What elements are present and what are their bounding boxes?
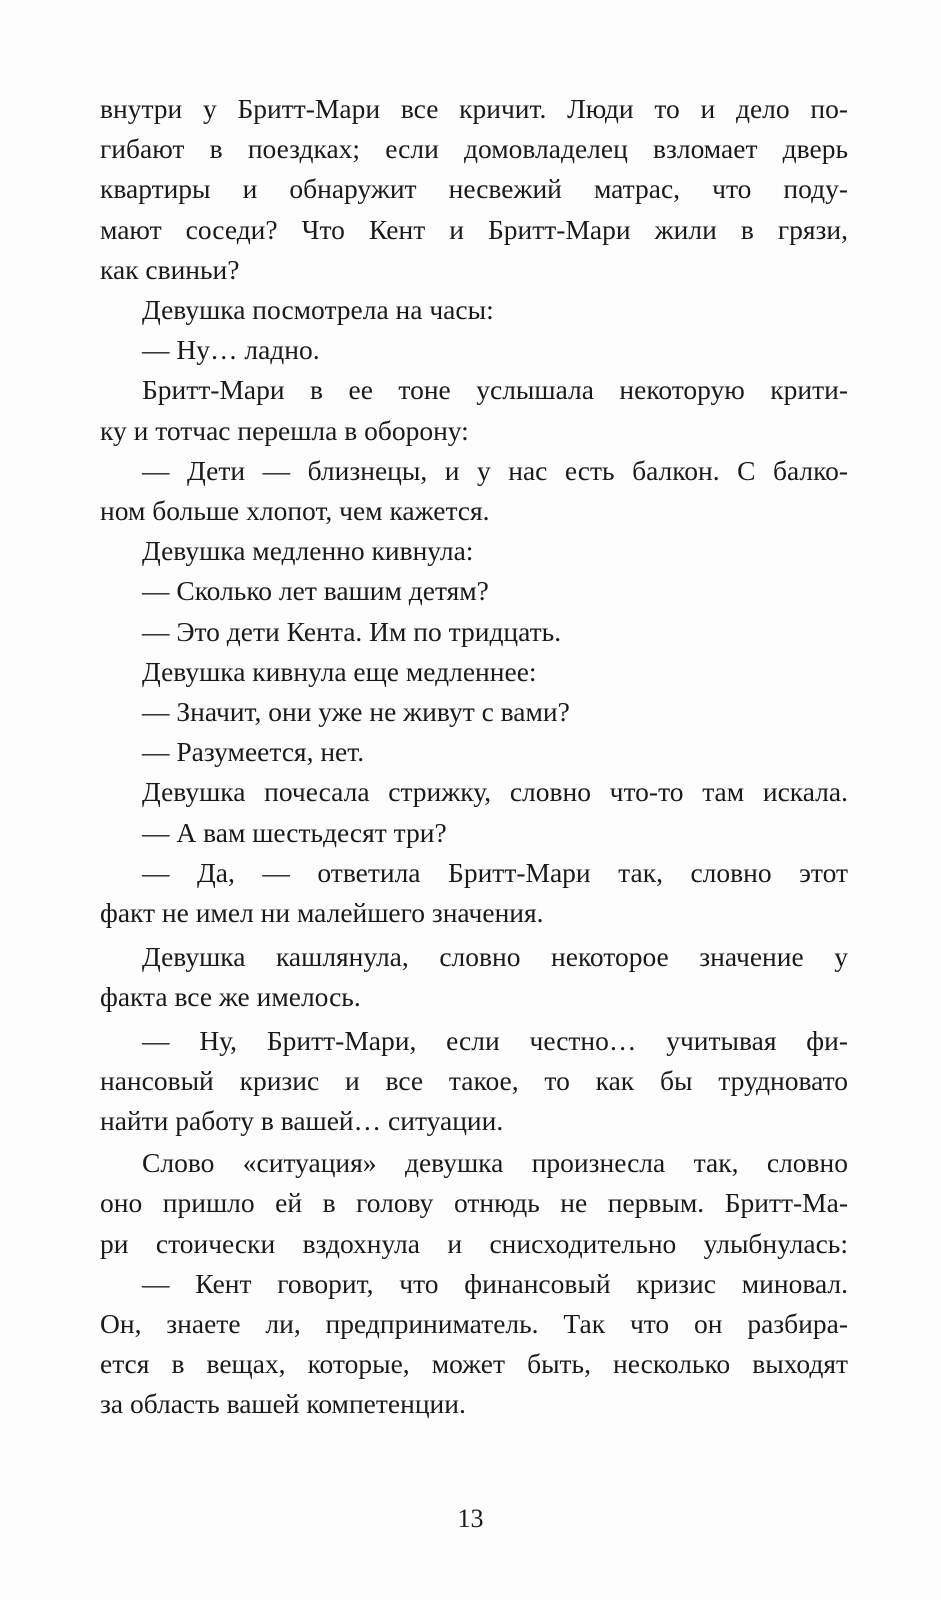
text-line: — Разумеется, нет. xyxy=(142,736,365,768)
text-line: Девушка медленно кивнула: xyxy=(142,535,474,567)
text-line: — Сколько лет вашим детям? xyxy=(142,575,489,607)
text-line: Девушка кивнула еще медленнее: xyxy=(142,655,537,687)
page-number: 13 xyxy=(457,1504,484,1533)
text-line: — Да, — ответила Бритт-Мари так, словно этот xyxy=(142,856,848,888)
text-line: — Ну, Бритт-Мари, если честно… учитывая фи- xyxy=(142,1024,848,1056)
text-line: Слово «ситуация» девушка произнесла так, словно xyxy=(142,1147,848,1179)
text-line: — Ну… ладно. xyxy=(142,334,320,366)
text-line: — А вам шестьдесят три? xyxy=(142,816,447,848)
text-line: Девушка почесала стрижку, словно что-то там искала. xyxy=(142,776,848,808)
text-line: — Значит, они уже не живут с вами? xyxy=(142,696,570,727)
text-line: — Это дети Кента. Им по тридцать. xyxy=(142,615,562,647)
text-line: мают соседи? Что Кент и Бритт-Мари жили в грязи, xyxy=(100,213,848,245)
text-line: ри стоически вздохнула и снисходительно улыбнулась: xyxy=(100,1227,848,1259)
text-line: оно пришло ей в голову отнюдь не первым. Бритт-Ма- xyxy=(100,1187,848,1219)
text-line: факта все же имелось. xyxy=(100,981,361,1013)
text-line: за область вашей компетенции. xyxy=(100,1388,466,1420)
text-line: нансовый кризис и все такое, то как бы трудновато xyxy=(100,1064,848,1096)
text-line: — Кент говорит, что финансовый кризис миновал. xyxy=(142,1267,848,1299)
text-line: ку и тотчас перешла в оборону: xyxy=(100,414,469,446)
text-line: Бритт-Мари в ее тоне услышала некоторую крити- xyxy=(142,374,848,406)
text-line: квартиры и обнаружит несвежий матрас, что поду- xyxy=(100,173,848,205)
text-line: — Дети — близнецы, и у нас есть балкон. С балко- xyxy=(142,454,848,486)
text-line: как свиньи? xyxy=(100,253,240,285)
text-line: Девушка посмотрела на часы: xyxy=(142,294,494,325)
text-line: Он, знаете ли, предприниматель. Так что он разбира- xyxy=(100,1308,848,1339)
text-line: гибают в поездках; если домовладелец взломает дверь xyxy=(100,133,848,165)
text-line: Девушка кашлянула, словно некоторое значение у xyxy=(142,941,848,973)
text-line: факт не имел ни малейшего значения. xyxy=(100,897,544,928)
text-line: ном больше хлопот, чем кажется. xyxy=(100,495,490,526)
text-line: ется в вещах, которые, может быть, несколько выходят xyxy=(100,1348,848,1380)
text-line: внутри у Бритт-Мари все кричит. Люди то и дело по- xyxy=(100,93,848,124)
text-line: найти работу в вашей… ситуации. xyxy=(100,1105,504,1136)
